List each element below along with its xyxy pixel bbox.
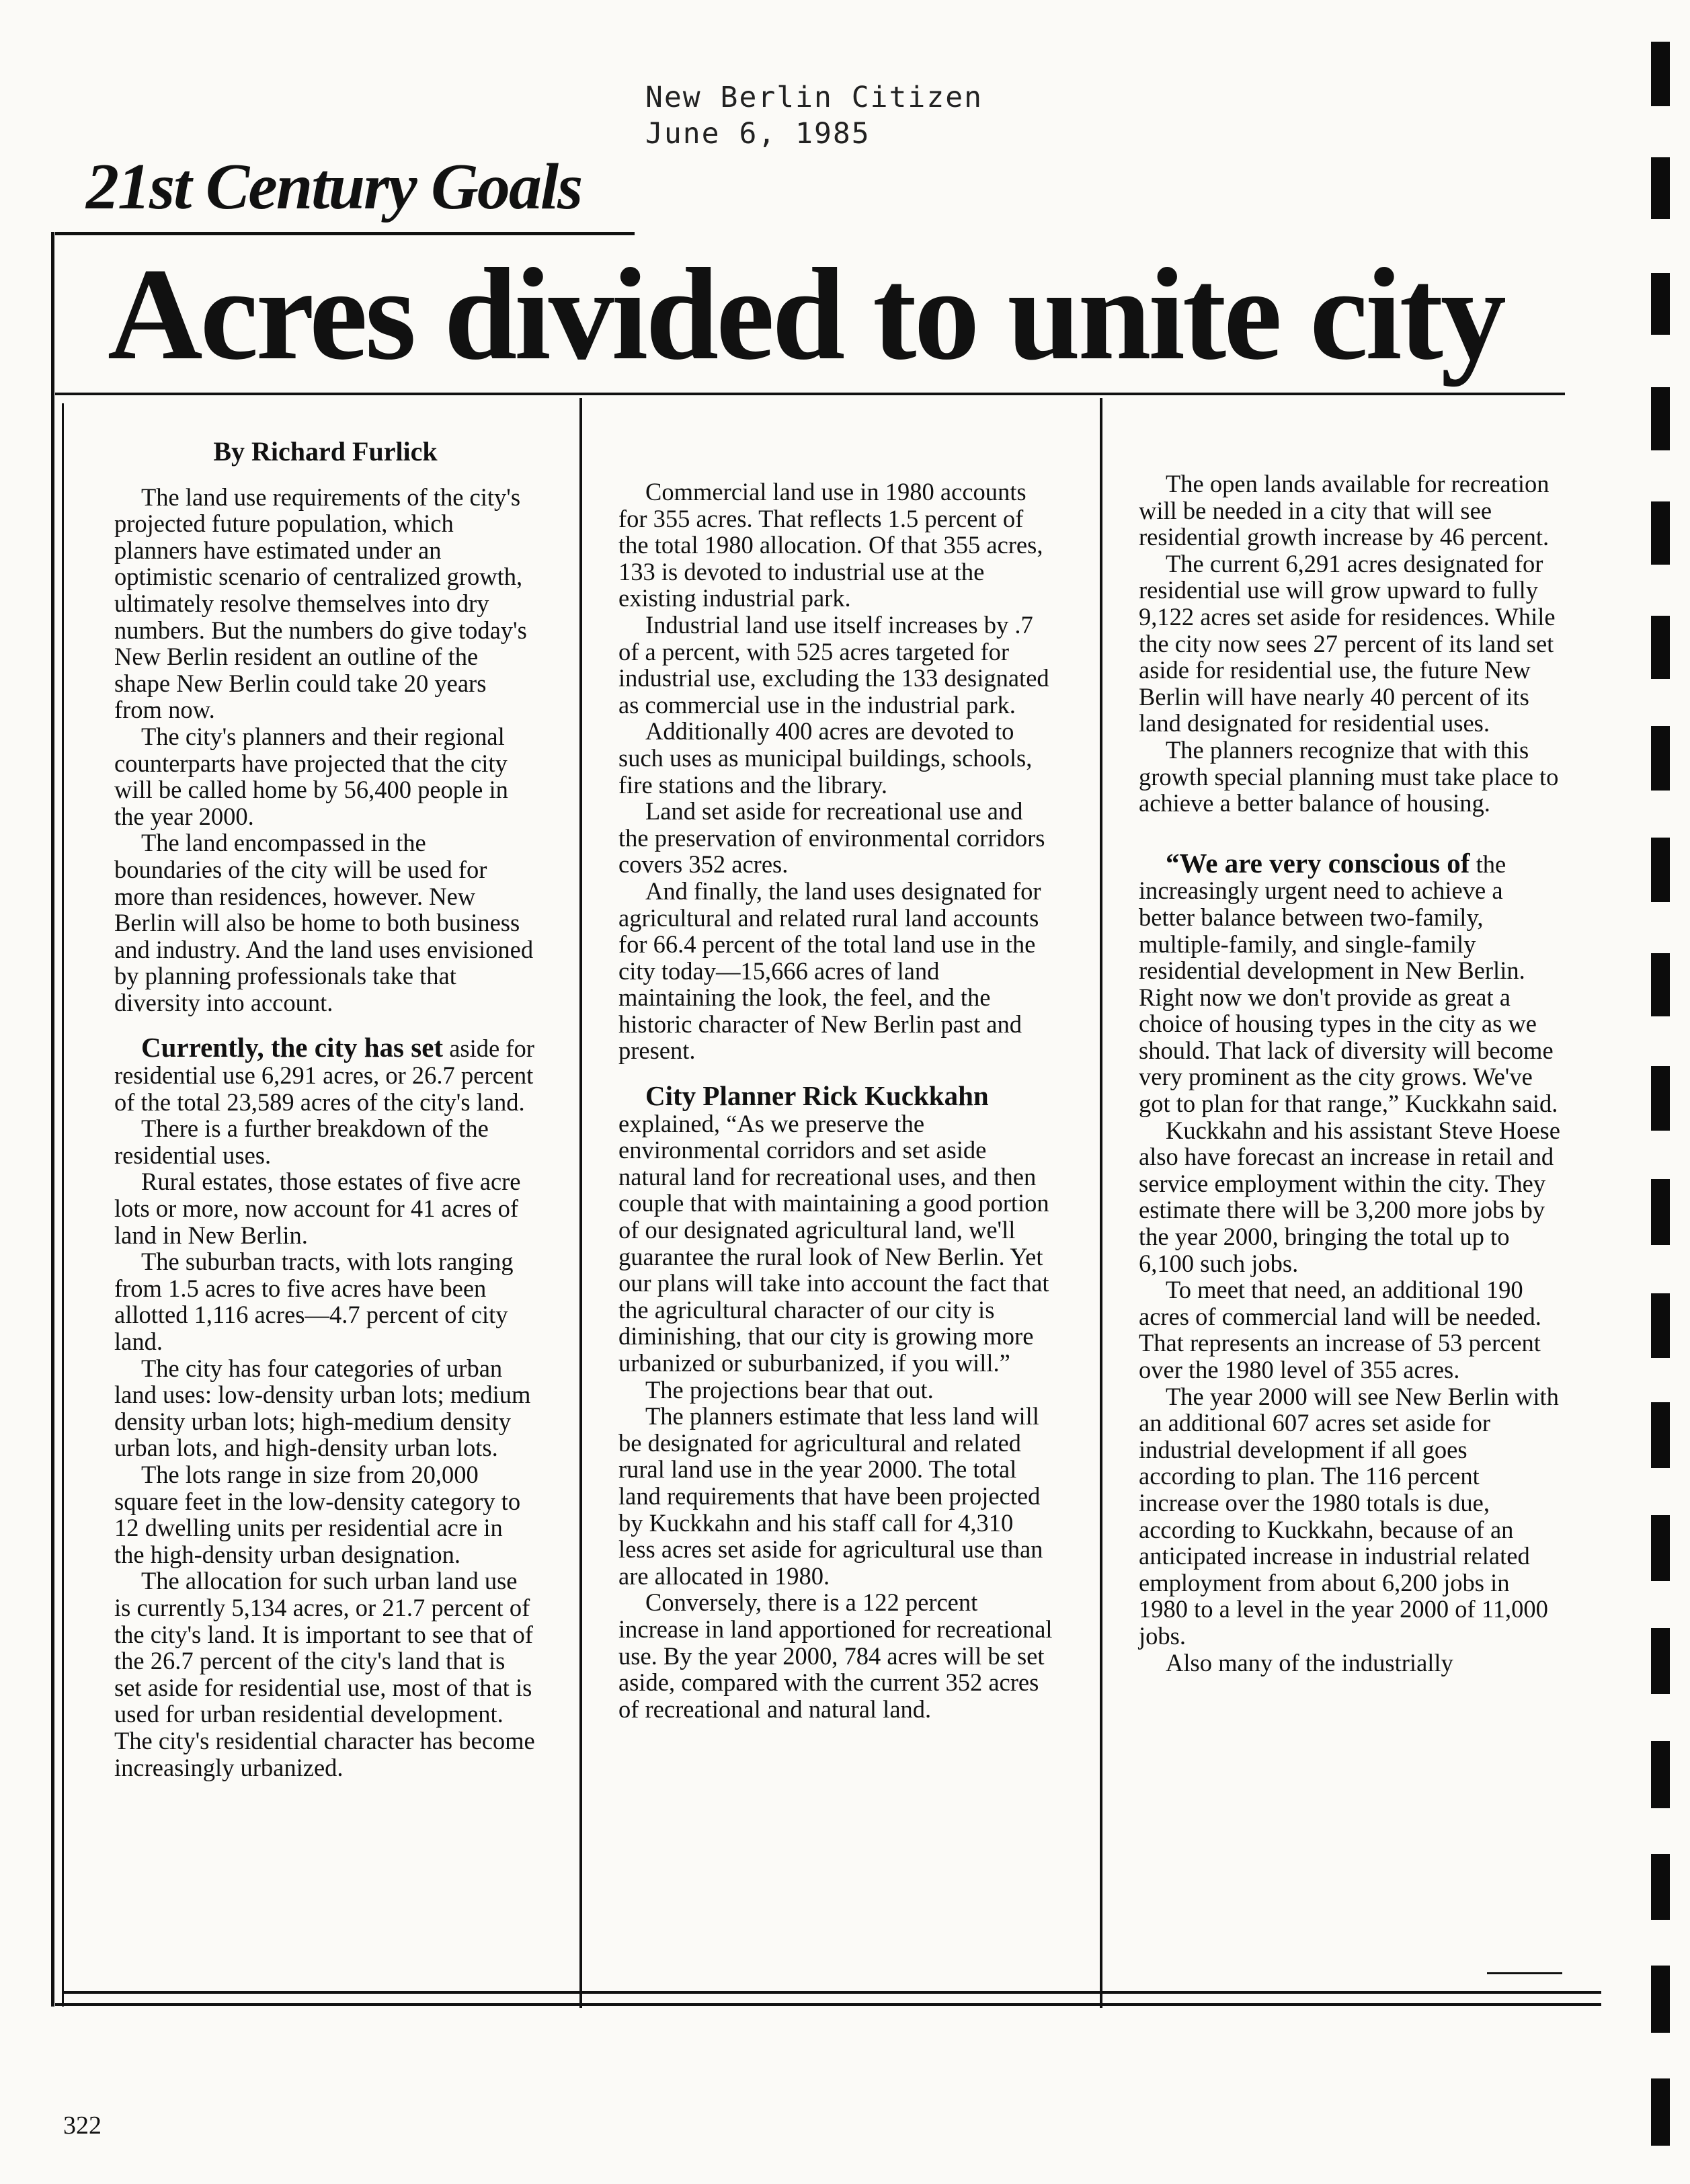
lead-in: “We are very conscious of [1166, 847, 1470, 879]
binding-mark [1651, 1515, 1670, 1581]
publication-date: June 6, 1985 [645, 117, 871, 151]
bottom-rule [62, 1991, 1601, 1994]
continuation-rule [1487, 1972, 1562, 1974]
page-number: 322 [63, 2111, 102, 2140]
binding-mark [1651, 387, 1670, 450]
paragraph: The open lands available for recreation will be needed in a city that will see residential growth increase by 46 percent. [1139, 470, 1550, 551]
lead-in-paragraph [114, 1032, 536, 1116]
paragraph: To meet that need, an additional 190 acres of commercial land will be needed. That represents an increase of 53 percent over the 1980 level of 355 acres. [1139, 1276, 1541, 1383]
frame-rule-left [51, 232, 54, 2007]
paragraph: The planners estimate that less land will be designated for agricultural and related rural land use in the year 2000. The total land requirements that have been projected by Kuckkahn and his staff call for 4,310 less acres set aside for agricultural use than are allocated in 1980. [618, 1402, 1043, 1590]
paragraph: Industrial land use itself increases by .7 of a percent, with 525 acres targeted for industrial use, excluding the 133 designated as commercial use in the industrial park. [618, 610, 1049, 719]
lead-in-rest: aside for residential use 6,291 acres, or 26.7 percent of the total 23,589 acres of the city's land. [114, 1035, 534, 1116]
binding-mark [1651, 273, 1670, 335]
paragraph: The lots range in size from 20,000 square feet in the low-density category to 12 dwelling units per residential acre in the high-density urban designation. [114, 1460, 521, 1568]
article-column-1 [114, 438, 536, 1781]
paragraph: The suburban tracts, with lots ranging from 1.5 acres to five acres have been allotted 1,116 acres—4.7 percent of city land. [114, 1248, 514, 1355]
paragraph: The allocation for such urban land use is currently 5,134 acres, or 21.7 percent of the city's land. It is important to see that of the 26.7 percent of the city's land that is set aside for residential use, most of that is used for urban residential development. The city's residential character has become increasingly urbanized. [114, 1567, 535, 1781]
section-kicker: 21st Century Goals [86, 151, 582, 223]
byline: By Richard Furlick [213, 436, 438, 467]
article-column-2 [618, 479, 1054, 1722]
paragraph: The city has four categories of urban land uses: low-density urban lots; medium density urban lots; high-medium density urban lots, and high-density urban lots. [114, 1354, 531, 1462]
binding-mark [1651, 501, 1670, 565]
binding-mark [1651, 1402, 1670, 1468]
binding-mark [1651, 1741, 1670, 1808]
binding-mark [1651, 616, 1670, 679]
column-rule [1100, 398, 1102, 2008]
paragraph: Land set aside for recreational use and the preservation of environmental corridors covers 352 acres. [618, 797, 1045, 879]
paragraph: The projections bear that out. [645, 1375, 934, 1404]
lead-in-paragraph [1139, 847, 1562, 1118]
binding-mark [1651, 1066, 1670, 1131]
paragraph: Additionally 400 acres are devoted to such uses as municipal buildings, schools, fire stations and the library. [618, 717, 1033, 799]
paragraph: Conversely, there is a 122 percent increase in land apportioned for recreational use. By the year 2000, 784 acres will be set aside, compared with the current 352 acres of recreational and natural land. [618, 1588, 1053, 1723]
paragraph: There is a further breakdown of the residential uses. [114, 1115, 489, 1169]
paragraph: Kuckkahn and his assistant Steve Hoese also have forecast an increase in retail and service employment within the city. They estimate there will be 3,200 more jobs by the year 2000, bringing the total up to 6,100 such jobs. [1139, 1116, 1560, 1277]
binding-mark [1651, 838, 1670, 902]
binding-mark [1651, 1293, 1670, 1358]
lead-in-paragraph [618, 1080, 1054, 1377]
binding-mark [1651, 1966, 1670, 2033]
source-stamp [645, 79, 983, 152]
paragraph: The land encompassed in the boundaries of the city will be used for more than residences, however. New Berlin will also be home to both business and industry. And the land uses envisioned by planning professionals take that diversity into account. [114, 829, 534, 1016]
lead-in: City Planner Rick Kuckkahn [645, 1080, 989, 1112]
paragraph: The current 6,291 acres designated for residential use will grow upward to fully 9,122 acres set aside for residences. While the city now sees 27 percent of its land set aside for residential use, the future New Berlin will have nearly 40 percent of its land designated for residential uses. [1139, 549, 1556, 737]
lead-in: Currently, the city has set [141, 1032, 444, 1063]
binding-mark [1651, 1854, 1670, 1920]
binding-mark [1651, 726, 1670, 791]
column-rule [579, 398, 582, 2008]
publication-name: New Berlin Citizen [645, 81, 983, 114]
binding-mark [1651, 157, 1670, 219]
binding-mark [1651, 1179, 1670, 1245]
binding-mark [1651, 953, 1670, 1016]
article-column-3 [1139, 471, 1562, 1676]
headline-rule [55, 393, 1565, 395]
paragraph: Also many of the industrially [1166, 1648, 1453, 1676]
paragraph: Rural estates, those estates of five acre lots or more, now account for 41 acres of land in New Berlin. [114, 1168, 521, 1249]
frame-rule-left-inner [62, 403, 64, 2007]
lead-in-rest: explained, “As we preserve the environmental corridors and set aside natural land for recreational uses, and then couple that with maintaining a good portion of our designated agricultural land, we'll guarantee the rural look of New Berlin. Yet our plans will take into account the fact that the agricultural character of our city is diminishing, that our city is growing more urbanized or suburbanized, if you will.” [618, 1109, 1049, 1377]
lead-in-rest: the increasingly urgent need to achieve a better balance between two-family, multiple-family, and single-family residential development in New Berlin. Right now we don't provide as great a choice of housing types in the city as we should. That lack of diversity will become very prominent as the city grows. We've got to plan for that range,” Kuckkahn said. [1139, 850, 1558, 1118]
paragraph: The planners recognize that with this growth special planning must take place to achieve a better balance of housing. [1139, 735, 1559, 817]
binding-mark [1651, 42, 1670, 106]
binding-mark [1651, 1628, 1670, 1694]
paragraph: The land use requirements of the city's projected future population, which planners have estimated under an optimistic scenario of centralized growth, ultimately resolve themselves into dry numbers. But the numbers do give today's New Berlin resident an outline of the shape New Berlin could take 20 years from now. [114, 483, 527, 724]
headline: Acres divided to unite city [108, 241, 1504, 387]
paragraph: The year 2000 will see New Berlin with an additional 607 acres set aside for industrial development if all goes according to plan. The 116 percent increase over the 1980 totals is due, according to Kuckkahn, because of an anticipated increase in industrial related employment from about 6,200 jobs in 1980 to a level in the year 2000 of 11,000 jobs. [1139, 1382, 1559, 1650]
paragraph: Commercial land use in 1980 accounts for 355 acres. That reflects 1.5 percent of the total 1980 allocation. Of that 355 acres, 133 is devoted to industrial use at the existing industrial park. [618, 478, 1043, 612]
bottom-rule [55, 2003, 1601, 2006]
paragraph: And finally, the land uses designated for agricultural and related rural land accounts for 66.4 percent of the total land use in the city today—15,666 acres of land maintaining the look, the feel, and the historic character of New Berlin past and present. [618, 877, 1041, 1065]
binding-mark [1651, 2078, 1670, 2146]
paragraph: The city's planners and their regional counterparts have projected that the city will be called home by 56,400 people in the year 2000. [114, 722, 508, 830]
